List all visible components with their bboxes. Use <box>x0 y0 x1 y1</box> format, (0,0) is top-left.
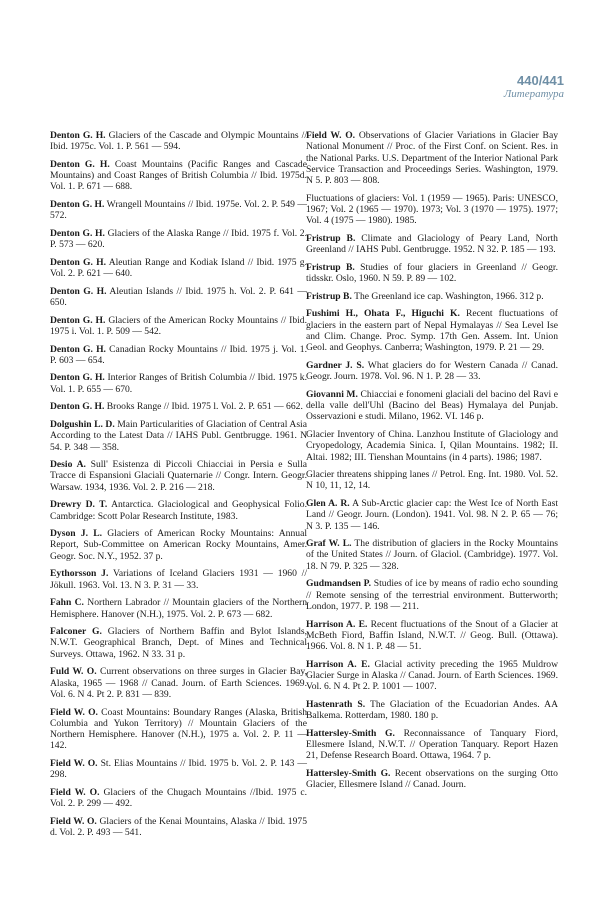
reference-entry <box>306 659 558 693</box>
reference-text: Northern Labrador // Mountain glaciers of the Northern Hemisphere. Hanover (N.H.), 1975. Vol. 2. P. 673 — 682. <box>50 597 307 620</box>
reference-author: Denton G. H. <box>50 372 105 384</box>
reference-author: Field W. O. <box>50 786 100 798</box>
reference-entry <box>50 597 307 620</box>
reference-text: Current observations on three surges in Glacier Bay, Alaska, 1965 — 1968 // Canad. Journ. of Earth Sciences. 1969. Vol. 6. N 4. Pt 2. P. 831 — 839. <box>50 666 308 700</box>
reference-text: Wrangell Mountains // Ibid. 1975e. Vol. 2. P. 549 — 572. <box>50 199 307 222</box>
reference-author: Denton G. H. <box>50 158 110 170</box>
reference-text: Variations of Iceland Glaciers 1931 — 1960 // Jökull. 1963. Vol. 13. N 3. P. 31 — 33. <box>50 568 308 591</box>
reference-author: Giovanni M. <box>306 388 358 400</box>
reference-entry <box>50 401 307 412</box>
reference-entry <box>306 429 558 463</box>
reference-text: Brooks Range // Ibid. 1975 l. Vol. 2. P. 651 — 662. <box>106 401 303 413</box>
reference-text: Recent observations on the surging Otto Glacier, Ellesmere Island // Canad. Journ. <box>306 768 558 791</box>
reference-entry <box>50 286 307 309</box>
reference-author: Denton G. H. <box>50 256 106 268</box>
reference-entry <box>306 538 558 572</box>
reference-entry <box>306 619 558 653</box>
reference-text: St. Elias Mountains // Ibid. 1975 b. Vol. 2. P. 143 — 298. <box>50 758 307 781</box>
reference-text: Canadian Rocky Mountains // Ibid. 1975 j. Vol. 1. P. 603 — 654. <box>50 343 307 366</box>
reference-text: Glacier Inventory of China. Lanzhou Institute of Glaciology and Cryopedology, Academia Sinica. I, Qilan Mountains. 1982; II. Altai. 1982; III. Tienshan Mountains (in 4 parts). 1986; 1987. <box>306 428 558 463</box>
reference-text: Interior Ranges of British Columbia // Ibid. 1975 k. Vol. 1. P. 655 — 670. <box>50 372 308 395</box>
reference-author: Field W. O. <box>306 130 356 141</box>
reference-entry <box>306 578 558 612</box>
reference-author: Field W. O. <box>50 758 98 769</box>
reference-entry <box>306 389 558 423</box>
reference-author: Denton G. H. <box>50 199 105 211</box>
reference-text: Studies of ice by means of radio echo sounding // Remote sensing of the terrestrial environment. Butterworth; London, 1977. P. 198 — 211. <box>306 578 558 612</box>
reference-author: Dyson J. L. <box>50 528 103 540</box>
reference-author: Glen A. R. <box>306 497 350 509</box>
reference-text: Recent fluctuations of glaciers in the eastern part of Nepal Hymalayas // Sea Level Ise and Clim. Change. Proc. Symp. 17th Gen. Assem. Int. Union Geol. and Geophys. Canberra; Washington, 1979. P. 21 — 29. <box>306 308 558 354</box>
section-title: Литература <box>503 88 564 100</box>
reference-text: Glaciers of the Kenai Mountains, Alaska // Ibid. 1975 d. Vol. 2. P. 493 — 541. <box>50 815 307 839</box>
reference-author: Hattersley-Smith G. <box>306 768 391 779</box>
reference-entry <box>306 469 558 492</box>
reference-entry <box>50 199 307 222</box>
reference-text: Glaciers of Northern Baffin and Bylot Islands, N.W.T. Geographical Branch, Dept. of Mines and Technical Surveys. Ottawa, 1962. N 33. 31 p. <box>50 626 307 660</box>
reference-entry <box>50 758 307 781</box>
reference-text: The Greenland ice cap. Washington, 1966. 312 p. <box>354 290 544 302</box>
reference-entry <box>306 360 558 383</box>
reference-text: Studies of four glaciers in Greenland // Geogr. tidsskr. Oslo, 1960. N 59. P. 89 — 102. <box>306 261 558 285</box>
reference-author: Denton G. H. <box>50 130 106 141</box>
reference-entry <box>306 768 558 791</box>
page-numbers: 440/441 <box>517 73 564 88</box>
reference-author: Denton G. H. <box>50 227 105 239</box>
reference-author: Hastenrath S. <box>306 698 366 710</box>
reference-text: What glaciers do for Western Canada // Canad. Geogr. Journ. 1978. Vol. 96. N 1. P. 28 — 33. <box>306 359 558 383</box>
reference-text: The Glaciation of the Ecuadorian Andes. AA Balkema. Rotterdam, 1980. 180 p. <box>306 698 559 722</box>
reference-text: Aleutian Islands // Ibid. 1975 h. Vol. 2. P. 641 — 650. <box>50 285 307 309</box>
reference-text: Glaciers of the American Rocky Mountains // Ibid. 1975 i. Vol. 1. P. 509 — 542. <box>50 314 307 337</box>
reference-entry <box>50 315 307 338</box>
reference-author: Graf W. L. <box>306 538 352 550</box>
reference-author: Fuld W. O. <box>50 666 97 678</box>
reference-entry <box>50 626 307 660</box>
reference-entry <box>50 228 307 251</box>
reference-text: Coast Mountains: Boundary Ranges (Alaska, British Columbia and Yukon Territory) // Mountain Glaciers of the Northern Hemisphere. Hanover (N.H.), 1975 a. Vol. 2. P. 11 — 142. <box>50 706 307 752</box>
reference-text: Glacial activity preceding the 1965 Muldrow Glacier Surge in Alaska // Canad. Journ. of Earth Sciences. 1969. Vol. 6. N 4. Pt 2. P. 1001 — 1007. <box>306 658 559 693</box>
reference-text: Glaciers of American Rocky Mountains: Annual Report, Sub-Committee on American Rocky Mountains, Amer. Geogr. Soc. N.Y., 1952. 37 p. <box>50 528 307 562</box>
reference-text: Aleutian Range and Kodiak Island // Ibid. 1975 g. Vol. 2. P. 621 — 640. <box>50 256 308 280</box>
reference-entry <box>50 159 307 193</box>
reference-text: Glaciers of the Cascade and Olympic Mountains // Ibid. 1975c. Vol. 1. P. 561 — 594. <box>50 130 307 153</box>
reference-author: Fahn C. <box>50 597 84 609</box>
reference-entry <box>306 699 558 722</box>
reference-column-left <box>50 130 307 845</box>
reference-column-right <box>306 130 558 797</box>
reference-entry <box>50 372 307 395</box>
reference-author: Field W. O. <box>50 815 97 827</box>
reference-entry <box>306 291 558 302</box>
reference-text: Reconnaissance of Tanquary Fiord, Ellesmere Island, N.W.T. // Operation Tanquary. Report Hazen 21, Defense Research Board. Ottawa, 1964. 7 p. <box>306 727 558 762</box>
reference-author: Field W. O. <box>50 706 98 718</box>
reference-entry <box>306 262 558 285</box>
reference-entry <box>306 498 558 532</box>
reference-author: Harrison A. E. <box>306 658 370 670</box>
reference-author: Desio A. <box>50 459 86 471</box>
reference-text: Glaciers of the Alaska Range // Ibid. 1975 f. Vol. 2. P. 573 — 620. <box>50 227 307 251</box>
reference-entry <box>50 787 307 810</box>
reference-author: Denton G. H. <box>50 343 106 355</box>
reference-entry <box>50 707 307 752</box>
reference-author: Fristrup B. <box>306 290 352 302</box>
reference-entry <box>50 344 307 367</box>
reference-author: Denton G. H. <box>50 314 106 326</box>
reference-text: A Sub-Arctic glacier cap: the West Ice of North East Land // Geogr. Journ. (London). 1941. Vol. 98. N 2. P. 65 — 76; N 3. P. 135 — 146. <box>306 497 558 532</box>
reference-author: Drewry D. T. <box>50 499 108 511</box>
reference-author: Denton G. H. <box>50 401 105 413</box>
reference-entry <box>50 666 307 700</box>
reference-author: Denton G. H. <box>50 285 107 297</box>
reference-entry <box>50 419 307 453</box>
reference-text: Observations of Glacier Variations in Glacier Bay National Monument // Proc. of the First Conf. on Scient. Res. in the National Parks. U.S. Department of the Interior National Park Service Transaction and Proceedings Series. Washington, 1979. N 5. P. 803 — 808. <box>306 130 558 187</box>
reference-text: Glaciers of the Chugach Mountains //Ibid. 1975 c. Vol. 2. P. 299 — 492. <box>50 786 307 810</box>
reference-author: Gudmandsen P. <box>306 578 372 590</box>
reference-entry <box>306 233 558 256</box>
reference-text: Fluctuations of glaciers: Vol. 1 (1959 — 1965). Paris: UNESCO, 1967; Vol. 2 (1965 — 1970). 1973; Vol. 3 (1970 — 1975). 1977; Vol. 4 (1975 — 1980). 1985. <box>306 192 558 227</box>
reference-text: Antarctica. Glaciological and Geophysical Folio. Cambridge: Scott Polar Research Institute, 1983. <box>50 499 307 522</box>
reference-entry <box>50 816 307 839</box>
reference-entry <box>50 528 307 562</box>
reference-author: Dolgushin L. D. <box>50 418 115 430</box>
reference-author: Falconer G. <box>50 626 102 638</box>
reference-author: Harrison A. E. <box>306 618 368 630</box>
reference-entry <box>306 728 558 762</box>
reference-author: Fristrup B. <box>306 232 356 244</box>
reference-entry <box>50 568 307 591</box>
reference-entry <box>306 130 558 186</box>
reference-text: Chiacciai e fonomeni glaciali del bacino del Ravi e della valle dell'Uhl (Bacino del Beas) Hymalaya del Punjab. Osservazioni e studi. Milano, 1962. VI. 146 p. <box>306 388 558 423</box>
reference-entry <box>50 459 307 493</box>
reference-text: Climate and Glaciology of Peary Land, North Greenland // IAHS Publ. Gentbrugge. 1952. N 32. P. 185 — 193. <box>306 232 558 256</box>
reference-text: Coast Mountains (Pacific Ranges and Cascade Mountains) and Coast Ranges of British Columbia // Ibid. 1975d. Vol. 1. P. 671 — 688. <box>50 158 307 193</box>
reference-entry <box>50 257 307 280</box>
reference-author: Fristrup B. <box>306 261 355 273</box>
reference-text: The distribution of glaciers in the Rocky Mountains of the United States // Journ. of Glaciol. (Cambridge). 1977. Vol. 18. N 79. P. 325 — 328. <box>306 538 558 572</box>
reference-entry <box>50 499 307 522</box>
reference-text: Recent fluctuations of the Snout of a Glacier at McBeth Fiord, Baffin Island, N.W.T. // Geog. Bull. (Ottawa). 1966. Vol. 8. N 1. P. 48 — 51. <box>306 618 559 653</box>
reference-author: Gardner J. S. <box>306 359 365 371</box>
reference-text: Main Particularities of Glaciation of Central Asia According to the Latest Data // IAHS Publ. Gentbrugge. 1961. N 54. P. 348 — 358. <box>50 418 307 453</box>
reference-author: Hattersley-Smith G. <box>306 727 395 739</box>
page-header <box>504 74 564 101</box>
reference-author: Eythorsson J. <box>50 568 109 580</box>
reference-text: Glacier threatens shipping lanes // Petrol. Eng. Int. 1980. Vol. 52. N 10, 11, 12, 14. <box>306 469 558 492</box>
reference-author: Fushimi H., Ohata F., Higuchi K. <box>306 308 460 320</box>
reference-entry <box>306 193 558 227</box>
reference-entry <box>306 308 558 353</box>
reference-text: Sull' Esistenza di Piccoli Chiacciai in Persia e Sulla Tracce di Espansioni Glaciali Quaternarie // Congr. Intern. Geogr. Warsaw. 1934, 1936. Vol. 2. P. 216 — 218. <box>50 459 307 493</box>
reference-entry <box>50 130 307 153</box>
